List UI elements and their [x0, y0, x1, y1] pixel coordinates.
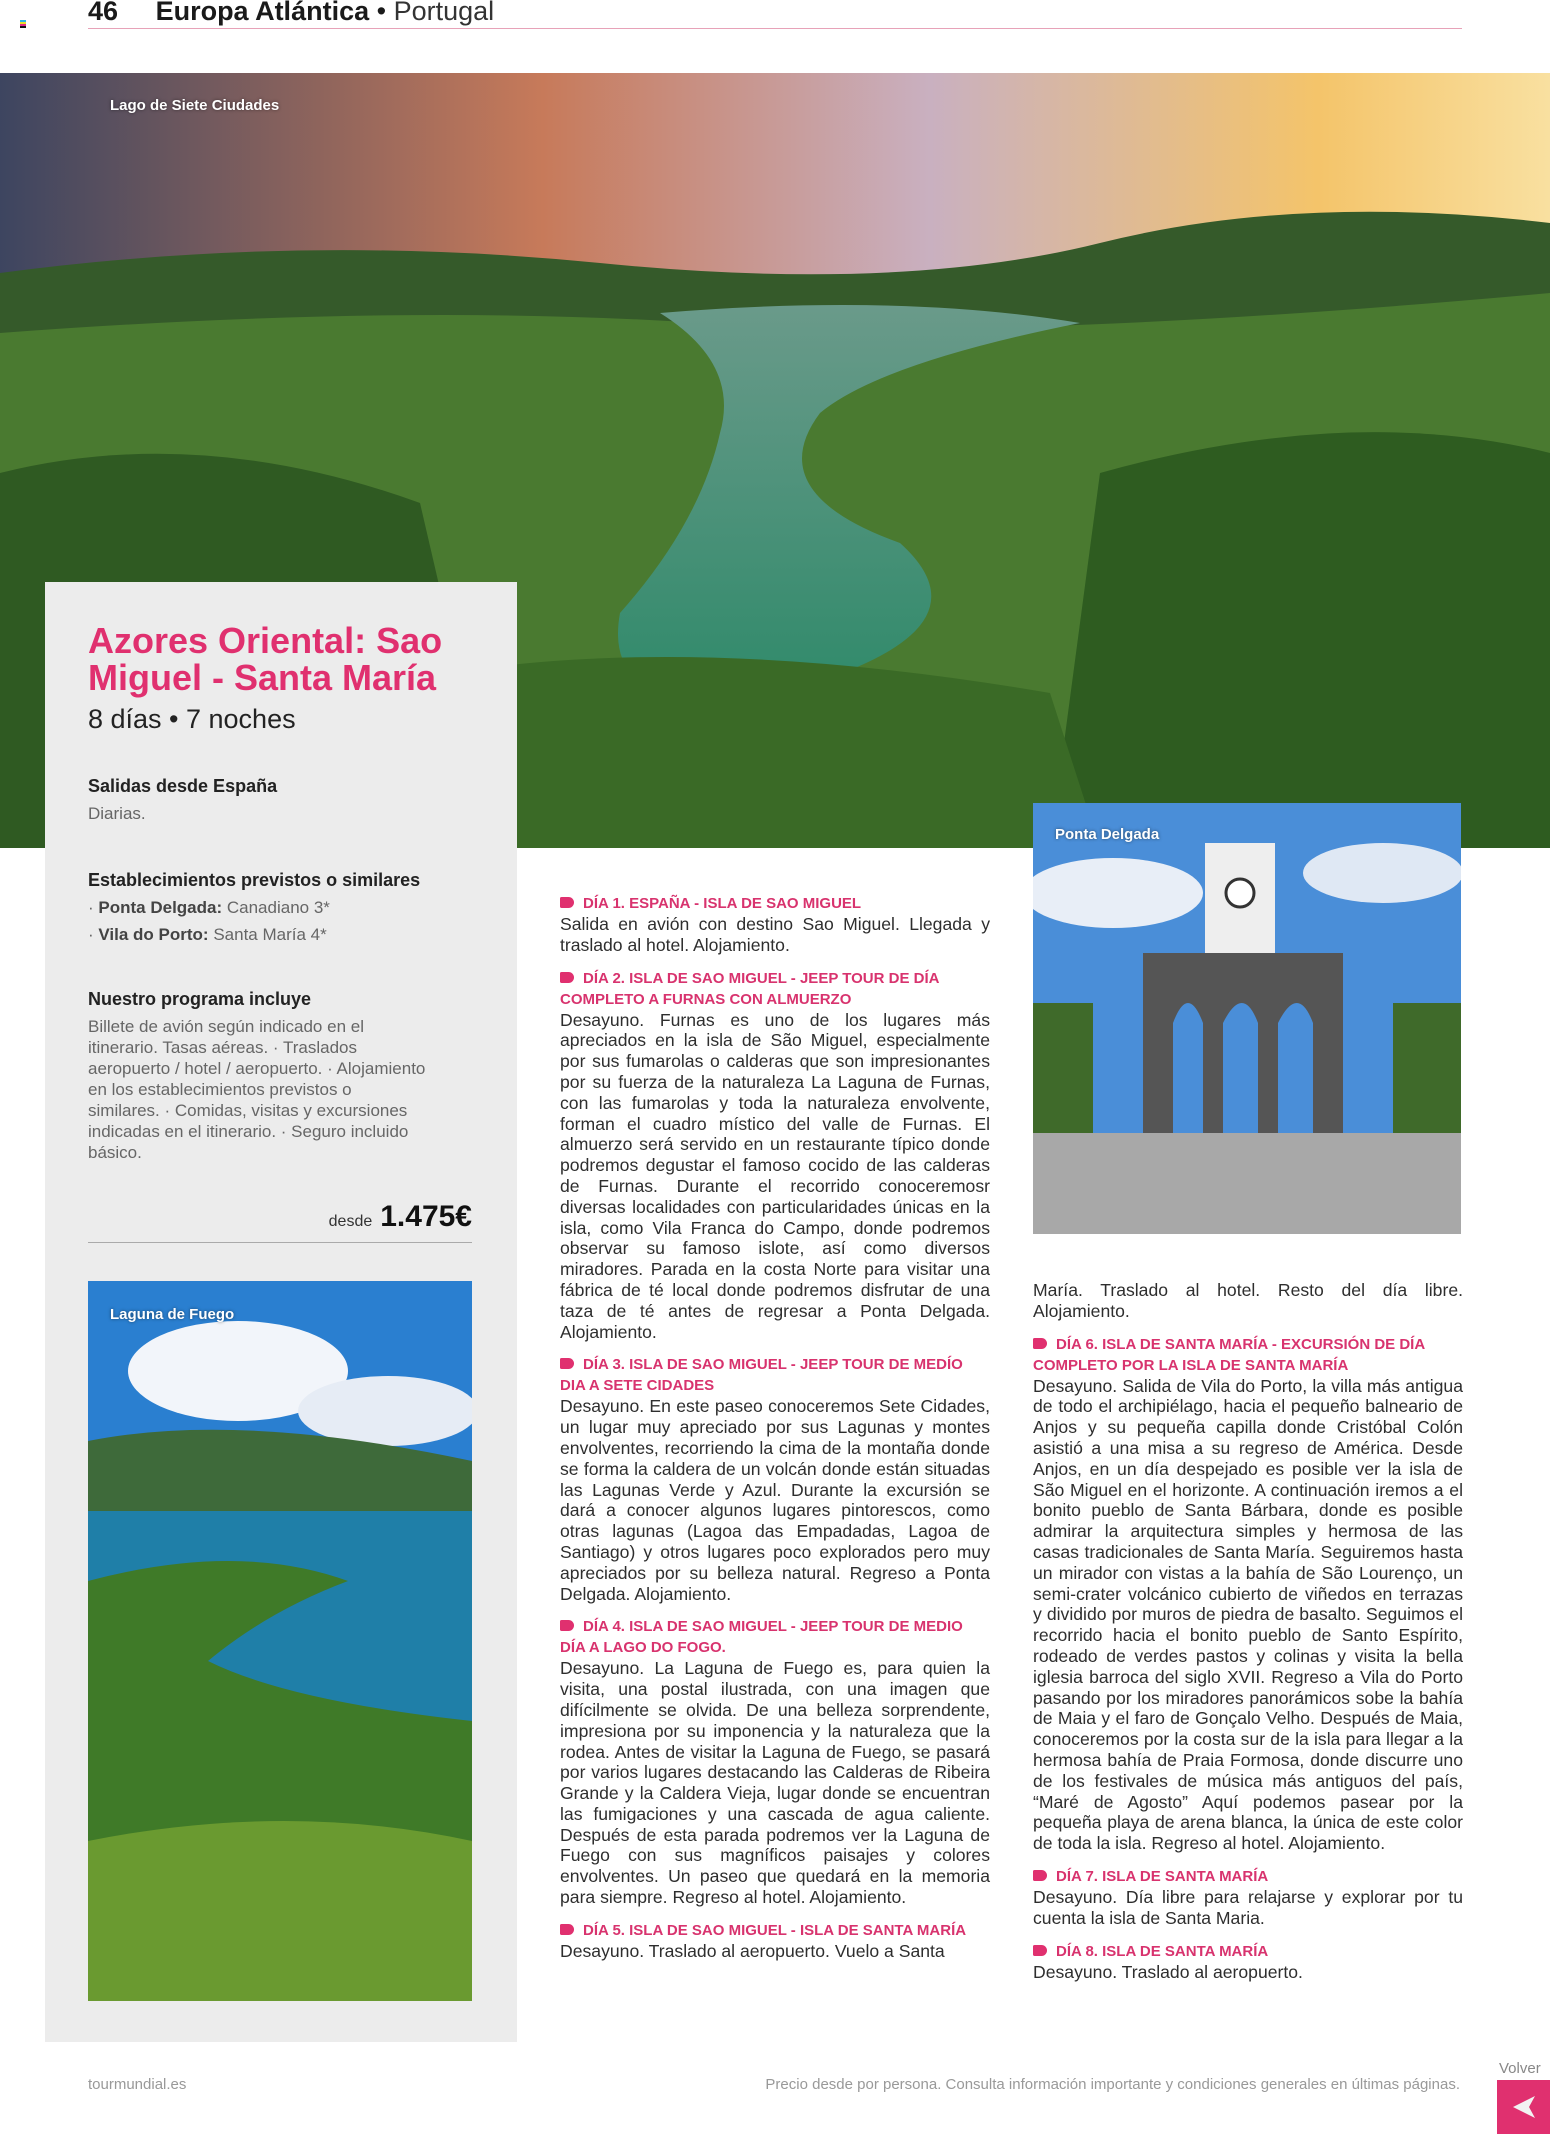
day-text: Desayuno. Traslado al aeropuerto. Vuelo a Santa — [560, 1940, 945, 1961]
day-text: Desayuno. Día libre para relajarse y explorar por tu cuenta la isla de Santa Maria. — [1033, 1886, 1463, 1928]
day-text-continued: María. Traslado al hotel. Resto del día libre. Alojamiento. — [1033, 1280, 1463, 1321]
trip-title: Azores Oriental: Sao Miguel - Santa María — [88, 620, 443, 698]
bullet-icon — [560, 1620, 574, 1631]
price-line — [88, 1200, 472, 1243]
day-title: DÍA 5. ISLA DE SAO MIGUEL - ISLA DE SANTA MARÍA — [583, 1921, 967, 1939]
page-header — [88, 0, 494, 27]
day-title: DÍA 2. ISLA DE SAO MIGUEL - JEEP TOUR DE DÍA COMPLETO A FURNAS CON ALMUERZO — [560, 969, 939, 1008]
bullet-icon — [1033, 1870, 1047, 1881]
laguna-caption: Laguna de Fuego — [110, 1306, 235, 1323]
footer-site: tourmundial.es — [88, 2076, 187, 2093]
day-text: Desayuno. Furnas es uno de los lugares más apreciados en la isla de São Miguel, especialmente por sus fumarolas o calderas que son impresionantes por su fuerza de la naturaleza La Laguna de Furnas, con las fumarolas y toda la naturaleza envolvente, forman el cuadro místico del valle de Furnas. El almuerzo será servido en un restaurante típico donde podremos degustar el famoso cocido de las calderas de Furnas. Durante el recorrido conoceremosr diversas localidades con particularidades únicas en la isla, como Vila Franca do Campo, donde podremos observar su famoso islote, así como diversos miradores. Parada en la costa Norte para visitar una fábrica de té local donde podremos disfrutar de una taza de té antes de regresar a Ponta Delgada. Alojamiento. — [560, 1009, 990, 1342]
itinerary-day — [560, 893, 990, 956]
day-text: Desayuno. Salida de Vila do Porto, la villa más antigua de todo el archipiélago, hacia el pequeño balneario de Anjos y su pequeña capilla donde Cristóbal Colón asistió a una misa a su regreso de América. Desde Anjos, en un día despejado es posible ver la isla de São Miguel en el horizonte. A continuación iremos a el bonito pueblo de Santa Bárbara, donde es posible admirar la arquitectura simples y hermosa de las casas tradicionales de Santa María. Seguiremos hasta un mirador con vistas a la bahía de São Lourenço, un semi-crater volcánico cubierto de viñedos en terrazas y dividido por muros de piedra de basalto. Seguimos el recorrido hacia el bonito pueblo de Santo Espírito, rodeado de verdes pastos y colinas y visita la bella iglesia barroca del siglo XVII. Regreso a Vila do Porto pasando por los miradores panorámicos sobe la bahía de Maia y el faro de Gonçalo Velho. Después de Maia, conoceremos por la costa sur de la isla para llegar a la hermosa bahía de Praia Formosa, donde discurre uno de los festivales de música más antiguos del país, “Maré de Agosto” Aquí podemos pasear por la pequeña playa de arena blanca, la única de este color de toda la isla. Regreso al hotel. Alojamiento. — [1033, 1375, 1463, 1854]
separator: • — [376, 0, 387, 26]
ponta-delgada-caption: Ponta Delgada — [1055, 826, 1160, 843]
itinerary-day — [1033, 1866, 1463, 1929]
day-title: DÍA 4. ISLA DE SAO MIGUEL - JEEP TOUR DE MEDIO DÍA A LAGO DO FOGO. — [560, 1618, 963, 1657]
departures-section — [88, 776, 488, 824]
itinerary-day — [560, 968, 990, 1343]
itinerary-day — [1033, 1334, 1463, 1854]
laguna-de-fuego-photo — [88, 1281, 472, 2001]
bullet-icon — [560, 897, 574, 908]
bullet-icon — [1033, 1338, 1047, 1349]
back-label: Volver — [1499, 2060, 1541, 2077]
hero-caption: Lago de Siete Ciudades — [110, 97, 280, 114]
footer-note: Precio desde por persona. Consulta información importante y condiciones generales en últimas páginas. — [765, 2076, 1460, 2093]
day-text: Desayuno. Traslado al aeropuerto. — [1033, 1961, 1303, 1982]
hotel-item: · Ponta Delgada: Canadiano 3* — [88, 898, 330, 917]
back-button[interactable] — [1497, 2080, 1550, 2134]
itinerary-day — [560, 1354, 990, 1604]
bullet-icon — [560, 972, 574, 983]
trip-duration: 8 días • 7 noches — [88, 704, 296, 734]
hotel-item: · Vila do Porto: Santa María 4* — [88, 925, 327, 944]
itinerary-day — [1033, 1941, 1463, 1983]
day-title: DÍA 8. ISLA DE SANTA MARÍA — [1056, 1942, 1269, 1960]
ponta-delgada-photo — [1033, 803, 1461, 1234]
day-text: Salida en avión con destino Sao Miguel. Llegada y traslado al hotel. Alojamiento. — [560, 914, 990, 955]
hotel-name: Santa María 4* — [213, 925, 327, 944]
day-title: DÍA 6. ISLA DE SANTA MARÍA - EXCURSIÓN DE DÍA COMPLETO POR LA ISLA DE SANTA MARÍA — [1033, 1335, 1425, 1374]
includes-text: Billete de avión según indicado en el itinerario. Tasas aéreas. · Traslados aeropuerto / hotel / aeropuerto. · Alojamiento en los establecimientos previstos o similares. · Comidas, visitas y excursiones indicadas en el itinerario. · Seguro incluido básico. — [88, 1017, 426, 1162]
country-title: Portugal — [393, 0, 495, 26]
hotel-name: Canadiano 3* — [226, 898, 330, 917]
day-title: DÍA 3. ISLA DE SAO MIGUEL - JEEP TOUR DE MEDÍO DIA A SETE CIDADES — [560, 1356, 963, 1395]
itinerary-day — [560, 1920, 990, 1962]
bullet-icon — [1033, 1945, 1047, 1956]
print-marks — [20, 20, 26, 28]
departures-text: Diarias. — [88, 804, 146, 823]
hotels-heading: Establecimientos previstos o similares — [88, 870, 421, 890]
hotels-section — [88, 870, 488, 945]
price-value: 1.475€ — [380, 1200, 472, 1233]
bullet-icon — [560, 1924, 574, 1935]
page-number: 46 — [88, 0, 119, 26]
departures-heading: Salidas desde España — [88, 776, 278, 796]
itinerary-column-1 — [560, 893, 990, 1974]
includes-section — [88, 989, 428, 1163]
includes-heading: Nuestro programa incluye — [88, 989, 312, 1009]
price-prefix: desde — [328, 1213, 373, 1230]
hotel-place: Ponta Delgada: — [98, 898, 223, 917]
region-title: Europa Atlántica — [155, 0, 370, 26]
header-divider — [88, 28, 1462, 29]
day-title: DÍA 1. ESPAÑA - ISLA DE SAO MIGUEL — [583, 895, 862, 912]
back-arrow-icon — [1511, 2094, 1537, 2120]
day-text: Desayuno. La Laguna de Fuego es, para quien la visita, una postal ilustrada, con una imagen que difícilmente se olvida. De una belleza sorprendente, impresiona por su imponencia y la naturaleza que la rodea. Antes de visitar la Laguna de Fuego, se pasará por varios lugares destacando las Calderas de Ribeira Grande y la Caldera Vieja, lugar donde se encuentran las fumigaciones y una cascada de agua caliente. Después de esta parada podremos ver la Laguna de Fuego con sus magníficos paisajes y colores envolventes. Un paseo que quedará en la memoria para siempre. Regreso al hotel. Alojamiento. — [560, 1658, 990, 1908]
itinerary-day — [560, 1616, 990, 1908]
bullet-icon — [560, 1358, 574, 1369]
day-text: Desayuno. En este paseo conoceremos Sete Cidades, un lugar muy apreciado por sus Lagunas y montes envolventes, recorriendo la cima de la montaña donde se forma la caldera de un volcán donde están situadas las Lagunas Verde y Azul. Durante la excursión se dará a conocer algunos lugares pintorescos, como otras lagunas (Lagoa das Empadadas, Lagoa de Santiago) y otros lugares poco explorados pero muy apreciados por su belleza natural. Regreso a Ponta Delgada. Alojamiento. — [560, 1396, 990, 1604]
hotel-place: Vila do Porto: — [98, 925, 209, 944]
day-title: DÍA 7. ISLA DE SANTA MARÍA — [1056, 1867, 1269, 1885]
itinerary-column-2 — [1033, 1280, 1463, 1994]
